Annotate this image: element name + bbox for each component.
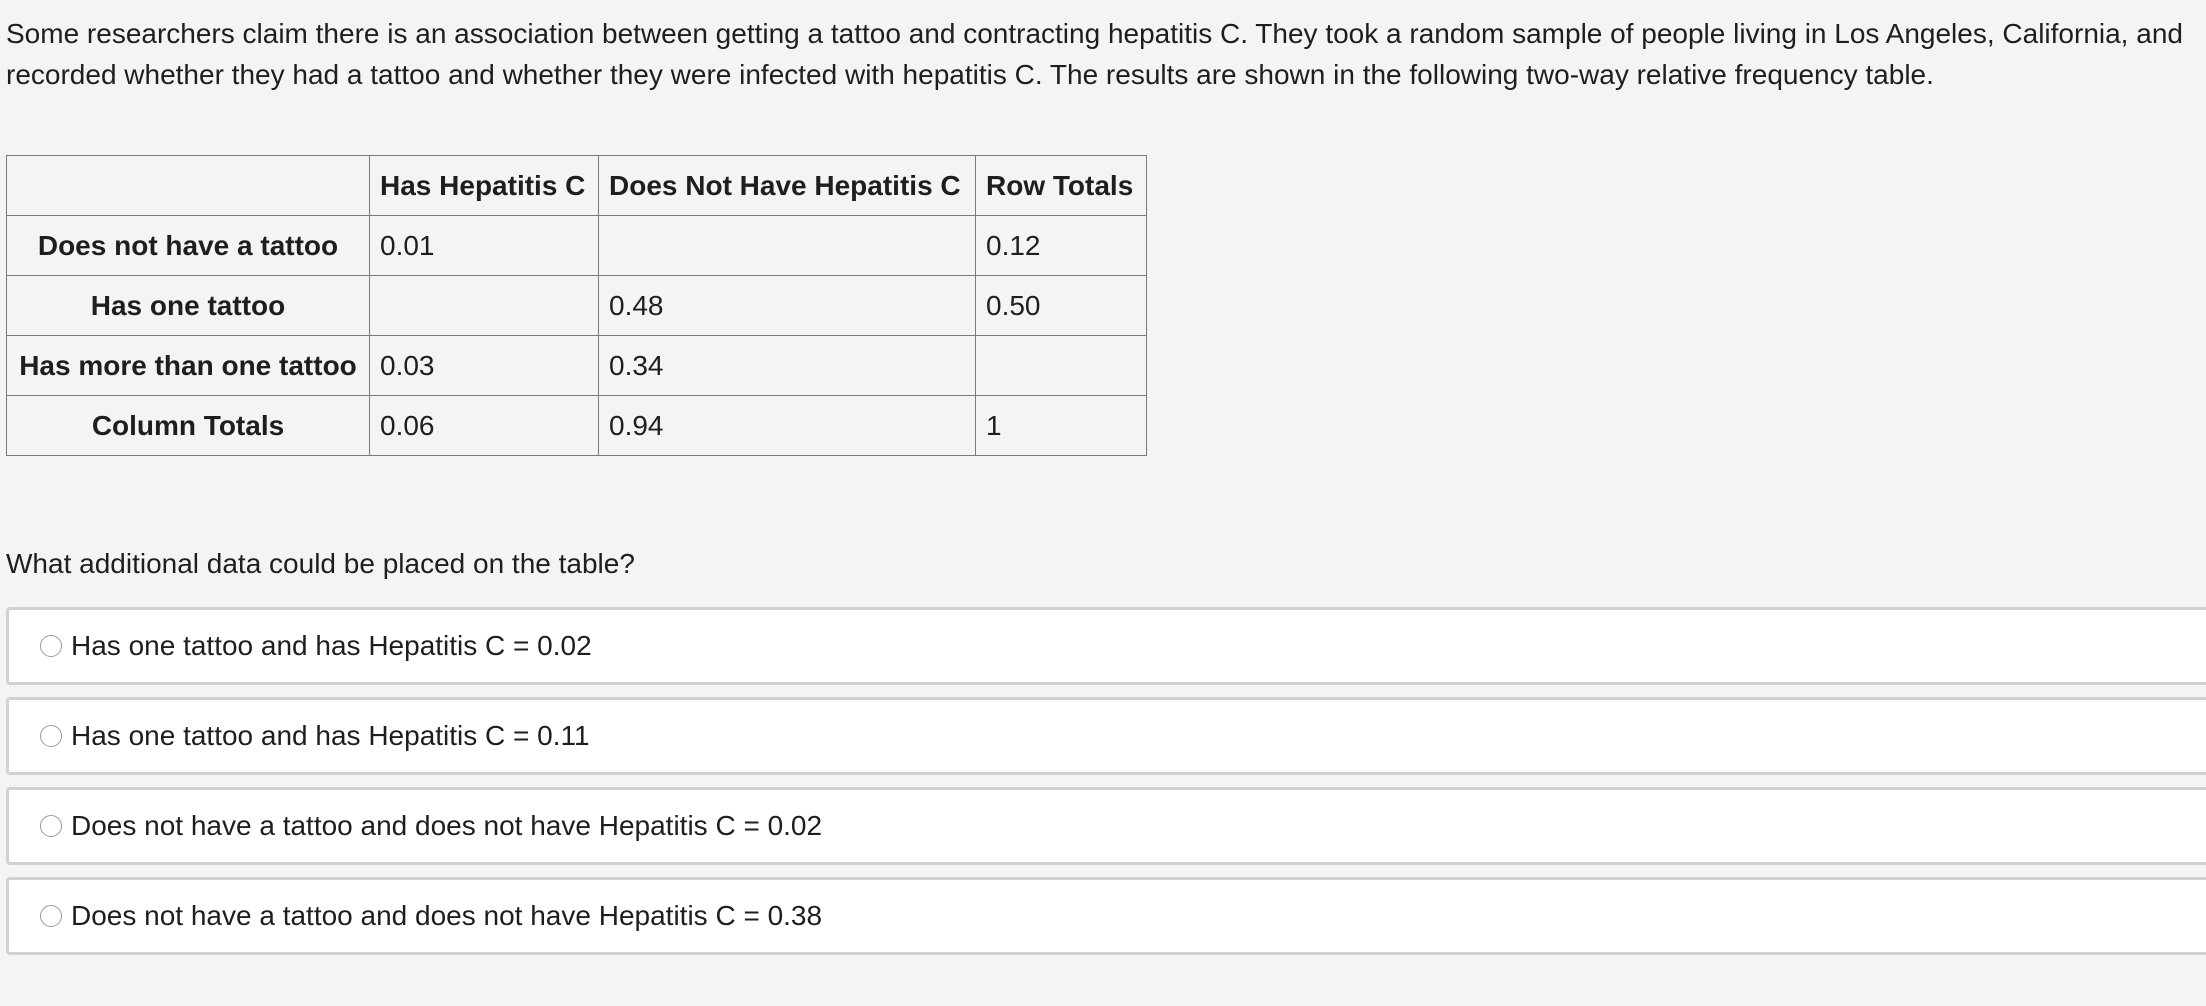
table-cell — [976, 336, 1147, 396]
answer-choice-label: Does not have a tattoo and does not have Hepatitis C = 0.38 — [71, 900, 823, 931]
relative-frequency-table — [6, 155, 1147, 456]
table-cell: 0.03 — [370, 336, 599, 396]
radio-button[interactable] — [40, 725, 62, 747]
answer-choice-4[interactable] — [6, 877, 2206, 955]
table-cell: 1 — [976, 396, 1147, 456]
column-header-has-hepatitis-c: Has Hepatitis C — [370, 156, 599, 216]
row-header-column-totals: Column Totals — [7, 396, 370, 456]
question-text: What additional data could be placed on the table? — [6, 548, 635, 579]
row-header-no-tattoo: Does not have a tattoo — [7, 216, 370, 276]
table-cell: 0.94 — [599, 396, 976, 456]
answer-choice-label: Does not have a tattoo and does not have Hepatitis C = 0.02 — [71, 810, 823, 841]
table-header-row — [7, 156, 1147, 216]
table-cell — [599, 216, 976, 276]
table-row — [7, 336, 1147, 396]
table-cell: 0.12 — [976, 216, 1147, 276]
answer-choice-1[interactable] — [6, 607, 2206, 685]
table-cell — [370, 276, 599, 336]
answer-choice-label: Has one tattoo and has Hepatitis C = 0.02 — [71, 630, 592, 661]
answer-choice-3[interactable] — [6, 787, 2206, 865]
table-row — [7, 276, 1147, 336]
table-cell: 0.34 — [599, 336, 976, 396]
radio-button[interactable] — [40, 635, 62, 657]
table-cell: 0.01 — [370, 216, 599, 276]
row-header-one-tattoo: Has one tattoo — [7, 276, 370, 336]
answer-choice-label: Has one tattoo and has Hepatitis C = 0.11 — [71, 720, 590, 751]
radio-button[interactable] — [40, 905, 62, 927]
table-cell: 0.50 — [976, 276, 1147, 336]
radio-button[interactable] — [40, 815, 62, 837]
column-header-row-totals: Row Totals — [976, 156, 1147, 216]
answer-choices — [6, 607, 2206, 967]
table-cell: 0.06 — [370, 396, 599, 456]
table-row — [7, 216, 1147, 276]
table-corner-header — [7, 156, 370, 216]
table-row — [7, 396, 1147, 456]
answer-choice-2[interactable] — [6, 697, 2206, 775]
column-header-does-not-have-hepatitis-c: Does Not Have Hepatitis C — [599, 156, 976, 216]
table-cell: 0.48 — [599, 276, 976, 336]
question-prompt: Some researchers claim there is an association between getting a tattoo and contracting hepatitis C. They took a random sample of people living in Los Angeles, California, and recorded whether they had a tattoo and whether they were infected with hepatitis C. The results are shown in the following two-way relative frequency table. — [6, 18, 2183, 90]
row-header-more-than-one-tattoo: Has more than one tattoo — [7, 336, 370, 396]
